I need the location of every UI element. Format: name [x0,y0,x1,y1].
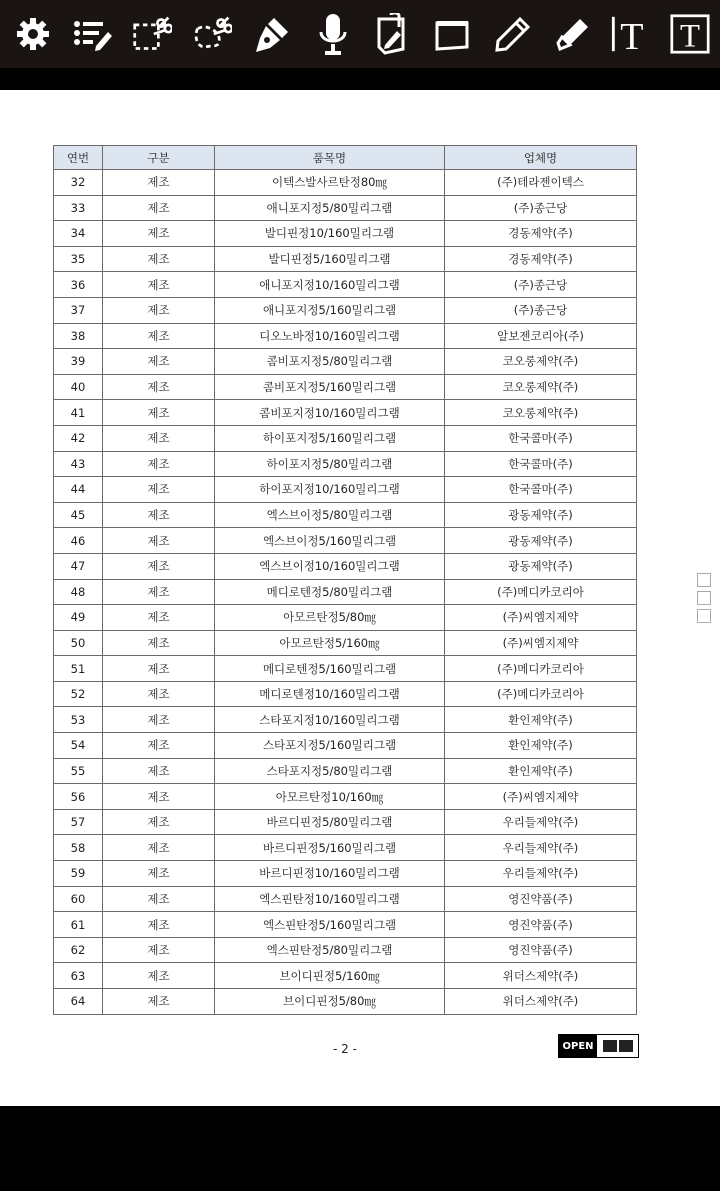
cell-no: 36 [54,272,103,298]
cell-company: 코오롱제약(주) [445,374,637,400]
cell-category: 제조 [103,425,215,451]
cell-company: 한국콜마(주) [445,425,637,451]
table-row [54,374,637,400]
annotation-toolbar [0,0,720,68]
fountain-pen-icon[interactable] [252,10,292,58]
header-product: 품목명 [215,146,445,170]
cell-category: 제조 [103,553,215,579]
cell-category: 제조 [103,272,215,298]
cell-no: 48 [54,579,103,605]
highlighter-icon[interactable] [553,10,593,58]
cell-category: 제조 [103,809,215,835]
table-row [54,937,637,963]
side-marker-1[interactable] [697,573,711,587]
cell-no: 45 [54,502,103,528]
table-row [54,221,637,247]
cell-product: 발디핀정5/160밀리그램 [215,246,445,272]
cell-product: 엑스브이정5/160밀리그램 [215,528,445,554]
table-row [54,451,637,477]
header-company: 업체명 [445,146,637,170]
cell-no: 38 [54,323,103,349]
table-row [54,400,637,426]
attribution-icon [603,1040,617,1052]
cell-company: (주)종근당 [445,297,637,323]
cell-category: 제조 [103,579,215,605]
cell-company: (주)메디카코리아 [445,579,637,605]
table-row [54,502,637,528]
cell-category: 제조 [103,477,215,503]
cell-category: 제조 [103,221,215,247]
cell-category: 제조 [103,374,215,400]
cell-product: 브이디핀정5/160㎎ [215,963,445,989]
pencil-icon[interactable] [493,10,533,58]
table-row [54,886,637,912]
cell-product: 애니포지정10/160밀리그램 [215,272,445,298]
cell-no: 51 [54,656,103,682]
cell-company: 영진약품(주) [445,937,637,963]
cell-category: 제조 [103,937,215,963]
cell-no: 63 [54,963,103,989]
cell-category: 제조 [103,605,215,631]
cell-company: (주)씨엠지제약 [445,630,637,656]
cell-product: 애니포지정5/80밀리그램 [215,195,445,221]
cell-product: 메디로텐정5/80밀리그램 [215,579,445,605]
table-row [54,733,637,759]
cell-company: 영진약품(주) [445,912,637,938]
cell-category: 제조 [103,400,215,426]
cell-category: 제조 [103,733,215,759]
list-edit-icon[interactable] [72,10,112,58]
cell-no: 55 [54,758,103,784]
table-header-row [54,146,637,170]
cell-no: 54 [54,733,103,759]
cell-no: 42 [54,425,103,451]
cell-category: 제조 [103,323,215,349]
cell-category: 제조 [103,502,215,528]
cell-category: 제조 [103,656,215,682]
cell-no: 61 [54,912,103,938]
cell-company: 환인제약(주) [445,707,637,733]
license-icons [597,1035,638,1057]
cell-product: 콤비포지정10/160밀리그램 [215,400,445,426]
cell-category: 제조 [103,912,215,938]
memo-clip-icon[interactable] [373,10,413,58]
table-row [54,861,637,887]
cell-company: (주)씨엠지제약 [445,605,637,631]
cell-product: 엑스브이정5/80밀리그램 [215,502,445,528]
table-row [54,989,637,1015]
table-row [54,246,637,272]
open-label: OPEN [559,1035,597,1057]
cell-product: 브이디핀정5/80㎎ [215,989,445,1015]
cell-category: 제조 [103,758,215,784]
cell-product: 하이포지정5/160밀리그램 [215,425,445,451]
cell-no: 56 [54,784,103,810]
open-license-badge [558,1034,639,1058]
cell-company: 환인제약(주) [445,733,637,759]
cell-company: (주)씨엠지제약 [445,784,637,810]
cell-category: 제조 [103,451,215,477]
table-row [54,630,637,656]
cell-company: 영진약품(주) [445,886,637,912]
table-row [54,758,637,784]
cell-no: 33 [54,195,103,221]
microphone-icon[interactable] [313,10,353,58]
cell-product: 하이포지정10/160밀리그램 [215,477,445,503]
cell-product: 엑스핀탄정5/80밀리그램 [215,937,445,963]
cell-no: 34 [54,221,103,247]
header-no: 연번 [54,146,103,170]
cell-company: 코오롱제약(주) [445,400,637,426]
cell-category: 제조 [103,963,215,989]
cell-company: 코오롱제약(주) [445,349,637,375]
table-row [54,963,637,989]
cell-category: 제조 [103,681,215,707]
cell-product: 메디로텐정5/160밀리그램 [215,656,445,682]
table-row [54,707,637,733]
cell-category: 제조 [103,784,215,810]
cell-product: 메디로텐정10/160밀리그램 [215,681,445,707]
cell-product: 바르디핀정5/160밀리그램 [215,835,445,861]
cell-company: 광동제약(주) [445,502,637,528]
cell-no: 50 [54,630,103,656]
cell-no: 39 [54,349,103,375]
cell-company: 위더스제약(주) [445,963,637,989]
cell-product: 엑스핀탄정10/160밀리그램 [215,886,445,912]
cell-no: 41 [54,400,103,426]
text-icon[interactable] [610,10,650,58]
page-frame-icon[interactable] [433,10,473,58]
cell-product: 아모르탄정5/80㎎ [215,605,445,631]
svg-text:T: T [620,16,644,56]
cell-company: 광동제약(주) [445,528,637,554]
cell-no: 52 [54,681,103,707]
cell-company: 우리들제약(주) [445,861,637,887]
cell-company: 우리들제약(주) [445,835,637,861]
table-row [54,528,637,554]
cell-product: 콤비포지정5/80밀리그램 [215,349,445,375]
side-marker-3[interactable] [697,609,711,623]
cell-product: 아모르탄정10/160㎎ [215,784,445,810]
cell-product: 콤비포지정5/160밀리그램 [215,374,445,400]
product-table [53,145,637,1015]
cell-category: 제조 [103,528,215,554]
cell-product: 아모르탄정5/160㎎ [215,630,445,656]
cell-product: 발디핀정10/160밀리그램 [215,221,445,247]
table-row [54,681,637,707]
cell-company: 위더스제약(주) [445,989,637,1015]
cell-category: 제조 [103,707,215,733]
table-row [54,553,637,579]
cell-product: 스타포지정10/160밀리그램 [215,707,445,733]
table-row [54,425,637,451]
cell-product: 바르디핀정5/80밀리그램 [215,809,445,835]
cell-company: (주)메디카코리아 [445,656,637,682]
cell-company: 광동제약(주) [445,553,637,579]
cell-product: 스타포지정5/160밀리그램 [215,733,445,759]
cell-company: 경동제약(주) [445,221,637,247]
cell-no: 44 [54,477,103,503]
cell-no: 62 [54,937,103,963]
table-row [54,272,637,298]
cell-company: 경동제약(주) [445,246,637,272]
rect-cut-icon[interactable] [132,10,172,58]
table-row [54,579,637,605]
cell-product: 바르디핀정10/160밀리그램 [215,861,445,887]
table-row [54,656,637,682]
cell-no: 53 [54,707,103,733]
table-row [54,297,637,323]
cell-product: 애니포지정5/160밀리그램 [215,297,445,323]
table-row [54,809,637,835]
commercial-icon [619,1040,633,1052]
cell-category: 제조 [103,195,215,221]
cell-no: 64 [54,989,103,1015]
cell-company: 우리들제약(주) [445,809,637,835]
table-row [54,170,637,196]
cell-no: 32 [54,170,103,196]
cell-company: (주)메디카코리아 [445,681,637,707]
freeform-cut-icon[interactable] [192,10,232,58]
cell-company: 한국콜마(주) [445,451,637,477]
cell-company: (주)테라젠이텍스 [445,170,637,196]
cell-company: 한국콜마(주) [445,477,637,503]
side-marker-2[interactable] [697,591,711,605]
cell-company: (주)종근당 [445,272,637,298]
table-row [54,605,637,631]
cell-company: 환인제약(주) [445,758,637,784]
cell-product: 디오노바정10/160밀리그램 [215,323,445,349]
cell-no: 47 [54,553,103,579]
svg-text:T: T [680,18,700,55]
cell-category: 제조 [103,630,215,656]
table-row [54,323,637,349]
cell-product: 엑스핀탄정5/160밀리그램 [215,912,445,938]
cell-no: 60 [54,886,103,912]
cell-no: 59 [54,861,103,887]
cell-no: 46 [54,528,103,554]
document-page [0,90,720,1106]
cell-no: 37 [54,297,103,323]
cell-category: 제조 [103,835,215,861]
cell-category: 제조 [103,297,215,323]
gear-icon[interactable] [13,10,53,58]
cell-company: 알보젠코리아(주) [445,323,637,349]
table-row [54,349,637,375]
cell-product: 엑스브이정10/160밀리그램 [215,553,445,579]
cell-category: 제조 [103,170,215,196]
cell-no: 57 [54,809,103,835]
cell-product: 스타포지정5/80밀리그램 [215,758,445,784]
cell-no: 49 [54,605,103,631]
table-row [54,835,637,861]
table-row [54,784,637,810]
cell-no: 35 [54,246,103,272]
header-category: 구분 [103,146,215,170]
table-row [54,912,637,938]
cell-category: 제조 [103,246,215,272]
bottom-bar [0,1106,720,1191]
cell-company: (주)종근당 [445,195,637,221]
cell-no: 40 [54,374,103,400]
toolbar-gap [0,68,720,90]
cell-category: 제조 [103,989,215,1015]
cell-category: 제조 [103,349,215,375]
cell-category: 제조 [103,886,215,912]
cell-no: 43 [54,451,103,477]
page-number: - 2 - [333,1042,357,1056]
cell-product: 이텍스발사르탄정80㎎ [215,170,445,196]
cell-category: 제조 [103,861,215,887]
cell-product: 하이포지정5/80밀리그램 [215,451,445,477]
text-box-icon[interactable] [670,10,710,58]
cell-no: 58 [54,835,103,861]
table-row [54,477,637,503]
table-row [54,195,637,221]
